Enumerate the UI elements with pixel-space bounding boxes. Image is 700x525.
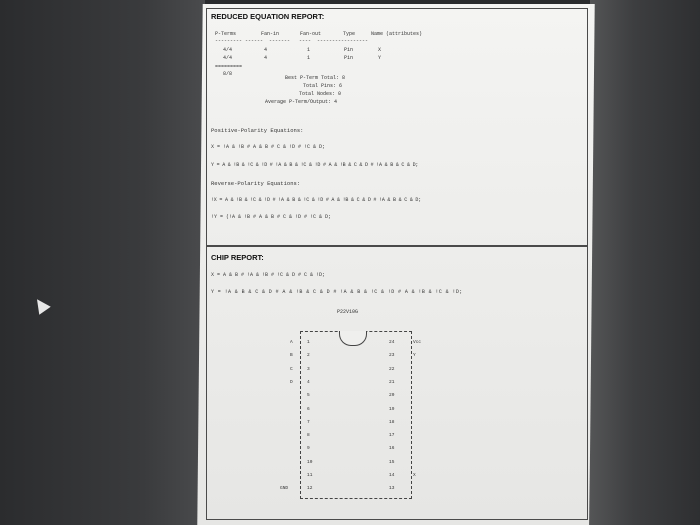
pin-label: X: [413, 473, 416, 478]
reverse-equation: !Y = (!A & !B # A & B # C & !D # !C & D;: [211, 214, 332, 220]
pin-number: 10: [307, 459, 313, 465]
pin-number: 22: [389, 366, 395, 372]
pin-number: 1: [307, 340, 310, 345]
pin-number: 17: [389, 433, 395, 439]
pin-number: 2: [307, 353, 310, 359]
pin-label: D: [290, 379, 293, 385]
positive-equation: X = !A & !B # A & B # C & !D # !C & D;: [211, 144, 326, 150]
stat-avg-pterm: Average P-Term/Output: 4: [265, 99, 338, 105]
divider: =========: [215, 64, 243, 70]
total-pterms: 8/8: [223, 71, 233, 77]
chip-diagram: [300, 331, 412, 499]
chip-equation: X = A & B # !A & !B # !C & D # C & !D;: [211, 272, 326, 278]
table-cell: Pin: [344, 47, 354, 53]
stat-best-pterm: Best P-Term Total: 8: [285, 75, 346, 81]
pin-number: 19: [389, 406, 395, 412]
table-cell: 4: [264, 55, 268, 61]
col-fanout: Fan-out: [300, 31, 322, 37]
stat-total-nodes: Total Nodes: 0: [299, 91, 342, 97]
pin-number: 16: [389, 446, 395, 452]
background-right: [590, 0, 700, 525]
reverse-equation: !X = A & !B & !C & !D # !A & B & !C & !D # A & !B & C & D # !A & B & C & D;: [211, 197, 422, 203]
positive-equation: Y = A & !B & !C & !D # !A & B & !C & !D # A & !B & C & D # !A & B & C & D;: [211, 162, 419, 168]
stat-total-pins: Total Pins: 6: [303, 83, 343, 89]
table-cell: Pin: [344, 55, 354, 61]
pin-number: 3: [307, 366, 310, 372]
pin-number: 5: [307, 393, 310, 399]
pin-number: 18: [389, 419, 395, 425]
report-title: REDUCED EQUATION REPORT:: [211, 12, 325, 21]
pin-label: Vcc: [413, 340, 422, 345]
pin-number: 13: [389, 486, 395, 492]
pin-number: 21: [389, 379, 395, 385]
pin-number: 12: [307, 486, 313, 492]
table-cell: 4: [264, 47, 268, 53]
pin-number: 4: [307, 379, 310, 385]
table-cell: X: [378, 47, 382, 53]
col-type: Type: [343, 31, 356, 37]
table-cell: Y: [378, 55, 382, 61]
pin-label: GND: [280, 486, 289, 492]
background-left: [0, 0, 205, 525]
positive-eq-heading: Positive-Polarity Equations:: [211, 127, 304, 134]
pin-label: B: [290, 353, 293, 359]
divider: --------- ------ ------- ---- -----------------: [215, 38, 369, 44]
pin-number: 15: [389, 459, 395, 465]
chip-name: P22V10G: [337, 309, 359, 315]
pin-number: 24: [389, 340, 395, 345]
pin-label: A: [290, 340, 293, 345]
col-fanin: Fan-in: [261, 31, 280, 37]
pin-number: 6: [307, 406, 310, 412]
report-title: CHIP REPORT:: [211, 253, 264, 262]
pin-number: 11: [307, 473, 313, 478]
pin-number: 9: [307, 446, 310, 452]
table-row: 4/4: [223, 55, 233, 61]
pin-number: 23: [389, 353, 395, 359]
table-cell: 1: [307, 47, 311, 53]
pin-number: 8: [307, 433, 310, 439]
col-pterms: P-Terms: [215, 31, 237, 37]
reduced-equation-report: [206, 8, 588, 246]
table-row: 4/4: [223, 47, 233, 53]
col-name: Name (attributes): [371, 31, 423, 37]
pin-label: C: [290, 366, 293, 372]
pin-number: 20: [389, 393, 395, 399]
reverse-eq-heading: Reverse-Polarity Equations:: [211, 180, 301, 187]
chip-equation: Y = !A & B & C & D # A & !B & C & D # !A & B & !C & !D # A & !B & !C & !D;: [211, 289, 463, 295]
pin-label: Y: [413, 353, 416, 359]
pin-number: 14: [389, 473, 395, 478]
chip-notch: [339, 331, 367, 346]
chip-report: [206, 246, 588, 520]
table-cell: 1: [307, 55, 311, 61]
pin-number: 7: [307, 419, 310, 425]
